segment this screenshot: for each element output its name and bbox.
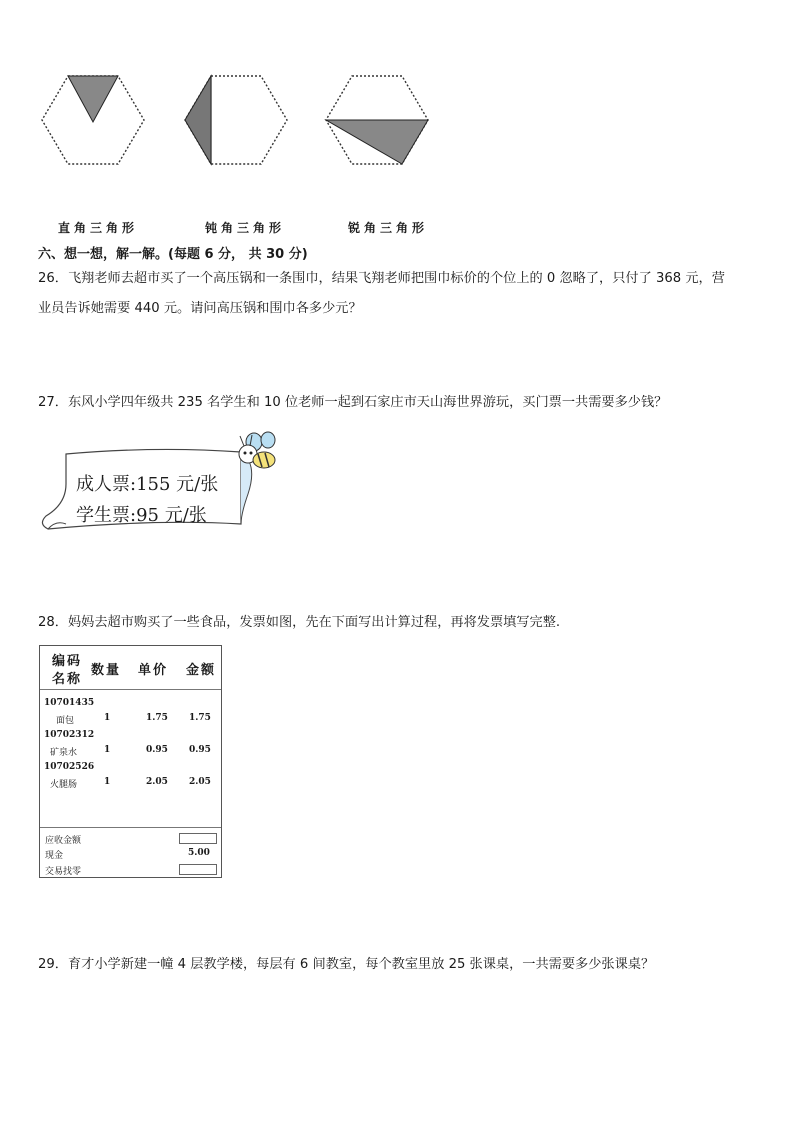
receipt-change-label: 交易找零 xyxy=(45,867,82,877)
receipt-item-code: 10701435 xyxy=(44,698,95,708)
receipt-item-qty: 1 xyxy=(104,713,111,723)
question-26 xyxy=(38,264,758,324)
receipt-item-name: 火腿肠 xyxy=(50,780,78,790)
ticket-student-price: 学生票:95 元/张 xyxy=(76,505,207,526)
section-heading: 六、想一想，解一解。(每题 6 分， 共 30 分) xyxy=(38,247,308,262)
receipt-divider xyxy=(40,827,221,828)
question-27: 27．东风小学四年级共 235 名学生和 10 位老师一起到石家庄市天山海世界游玩，买门票一共需要多少钱？ xyxy=(38,395,668,410)
receipt-due-input[interactable] xyxy=(179,833,217,844)
receipt-item-name: 矿泉水 xyxy=(50,748,78,758)
receipt-item-qty: 1 xyxy=(104,777,111,787)
receipt-item-price: 0.95 xyxy=(146,745,168,755)
hexagon-figure-obtuse-triangle xyxy=(183,70,289,170)
caption-right-triangle: 直角三角形 xyxy=(58,221,139,235)
receipt-header-amount: 金额 xyxy=(186,663,217,678)
receipt-item-amount: 2.05 xyxy=(189,777,211,787)
receipt-change-input[interactable] xyxy=(179,864,217,875)
receipt-header-price: 单价 xyxy=(138,663,169,678)
caption-acute-triangle: 锐角三角形 xyxy=(348,221,429,235)
receipt-item-price: 1.75 xyxy=(146,713,168,723)
receipt-cash-value: 5.00 xyxy=(188,848,210,858)
receipt-item-name: 面包 xyxy=(56,716,75,726)
caption-obtuse-triangle: 钝角三角形 xyxy=(205,221,286,235)
question-29: 29．育才小学新建一幢 4 层教学楼，每层有 6 间教室，每个教室里放 25 张课桌，一共需要多少张课桌？ xyxy=(38,957,655,972)
receipt-item-amount: 1.75 xyxy=(189,713,211,723)
bee-icon xyxy=(239,432,275,468)
hexagon-figure-right-triangle xyxy=(40,70,146,170)
receipt-item-qty: 1 xyxy=(104,745,111,755)
receipt-item-code: 10702526 xyxy=(44,762,95,772)
receipt-header-code: 编码 xyxy=(52,654,83,669)
question-28: 28．妈妈去超市购买了一些食品，发票如图，先在下面写出计算过程，再将发票填写完整. xyxy=(38,615,561,630)
receipt-header-name: 名称 xyxy=(52,672,83,687)
receipt-due-label: 应收金额 xyxy=(45,836,82,846)
receipt-item-amount: 0.95 xyxy=(189,745,211,755)
receipt-item-price: 2.05 xyxy=(146,777,168,787)
receipt-divider xyxy=(40,689,221,690)
receipt-cash-label: 现金 xyxy=(45,851,64,861)
receipt xyxy=(39,645,222,878)
receipt-item-code: 10702312 xyxy=(44,730,95,740)
ticket-adult-price: 成人票:155 元/张 xyxy=(76,474,219,495)
question-26-line1: 26．飞翔老师去超市买了一个高压锅和一条围巾，结果飞翔老师把围巾标价的个位上的 0 忽略了，只付了 368 元，营 xyxy=(38,271,725,286)
question-26-line2: 业员告诉她需要 440 元。请问高压锅和围巾各多少元？ xyxy=(38,301,362,316)
hexagon-figure-acute-triangle xyxy=(324,70,430,170)
receipt-header-qty: 数量 xyxy=(91,663,122,678)
